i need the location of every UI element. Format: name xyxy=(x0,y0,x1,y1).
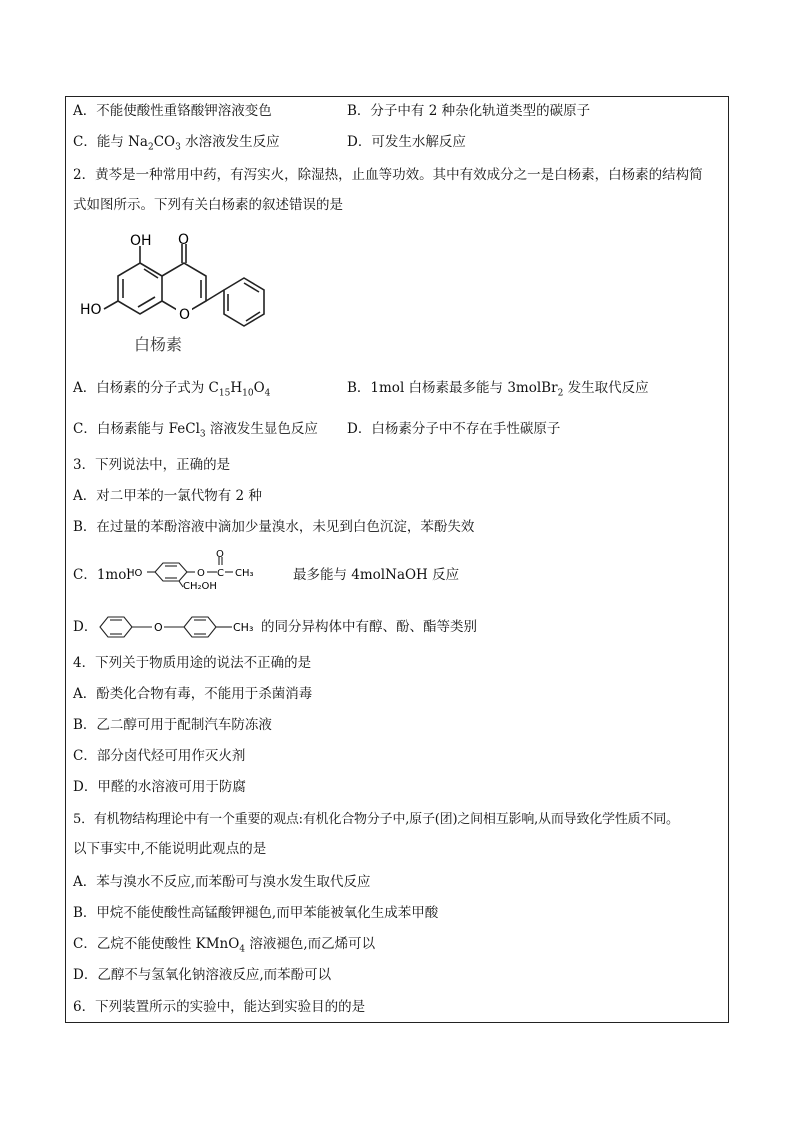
q3-option-a: A．对二甲苯的一氯代物有 2 种 xyxy=(73,488,262,504)
q5-option-b: B．甲烷不能使酸性高锰酸钾褪色,而甲苯能被氧化生成苯甲酸 xyxy=(73,905,439,921)
q2-option-b: B．1mol 白杨素最多能与 3molBr$_2$ 发生取代反应 xyxy=(347,380,649,399)
q5-option-d: D．乙醇不与氢氧化钠溶液反应,而苯酚可以 xyxy=(73,967,332,983)
q2-option-a: A．白杨素的分子式为 $C_{15}H_{10}O_4$ xyxy=(73,380,271,399)
q3-option-c-prefix: C．1mol xyxy=(73,567,131,583)
q2-option-d: D．白杨素分子中不存在手性碳原子 xyxy=(347,421,561,437)
chrysin-ho-label: HO xyxy=(80,302,102,318)
q5-option-a: A．苯与溴水不反应,而苯酚可与溴水发生取代反应 xyxy=(73,874,371,890)
q3c-ch2oh-label: CH₂OH xyxy=(183,581,217,589)
chrysin-ring-o-label: O xyxy=(179,307,191,323)
chrysin-oh-label: OH xyxy=(130,233,152,249)
q6-stem: 6．下列装置所示的实验中，能达到实验目的的是 xyxy=(73,999,366,1015)
q3-option-d-prefix: D． xyxy=(73,619,98,635)
q1-option-d: D．可发生水解反应 xyxy=(347,134,466,150)
q3-option-d-suffix: 的同分异构体中有醇、酚、酯等类别 xyxy=(261,619,477,635)
q3-option-b: B．在过量的苯酚溶液中滴加少量溴水，未见到白色沉淀，苯酚失效 xyxy=(73,519,475,535)
q3c-ho-label: HO xyxy=(127,568,143,579)
q2-stem-line1: 2．黄芩是一种常用中药，有泻实火，除湿热，止血等功效。其中有效成分之一是白杨素，白杨素的结构简 xyxy=(73,167,703,183)
q3c-ch3-label: CH₃ xyxy=(235,568,254,579)
q1-option-a: A．不能使酸性重铬酸钾溶液变色 xyxy=(73,103,272,119)
q5-stem-line1: 5．有机物结构理论中有一个重要的观点:有机化合物分子中,原子(团)之间相互影响,从而导致化学性质不同。 xyxy=(73,812,679,827)
q4-option-c: C．部分卤代烃可用作灭火剂 xyxy=(73,748,246,764)
q4-option-a: A．酚类化合物有毒，不能用于杀菌消毒 xyxy=(73,686,313,702)
q3c-carbon-label: C xyxy=(217,568,224,579)
chrysin-structure-figure xyxy=(78,228,268,363)
q3-option-c-structure xyxy=(127,549,297,589)
q3-option-d-structure xyxy=(96,612,261,642)
q2-option-c: C．白杨素能与 FeCl$_3$ 溶液发生显色反应 xyxy=(73,421,318,440)
q1-option-c: C．能与 $Na_2CO_3$ 水溶液发生反应 xyxy=(73,134,280,153)
q3c-carbonyl-o-label: O xyxy=(216,549,224,560)
q3d-ether-o-label: O xyxy=(154,621,163,634)
chrysin-caption: 白杨素 xyxy=(134,335,183,354)
q5-stem-line2: 以下事实中,不能说明此观点的是 xyxy=(73,841,267,857)
q2-stem-line2: 式如图所示。下列有关白杨素的叙述错误的是 xyxy=(73,197,343,213)
q4-option-b: B．乙二醇可用于配制汽车防冻液 xyxy=(73,717,272,733)
q3-stem: 3．下列说法中，正确的是 xyxy=(73,457,231,473)
q1-option-b: B．分子中有 2 种杂化轨道类型的碳原子 xyxy=(347,103,591,119)
q5-option-c: C．乙烷不能使酸性 KMnO$_4$ 溶液褪色,而乙烯可以 xyxy=(73,936,376,955)
chrysin-carbonyl-o-label: O xyxy=(178,232,190,248)
q3d-ch3-label: CH₃ xyxy=(233,621,254,634)
q3c-ester-o-label: O xyxy=(197,568,205,579)
q3-option-c-suffix: 最多能与 4molNaOH 反应 xyxy=(293,567,460,583)
q4-option-d: D．甲醛的水溶液可用于防腐 xyxy=(73,779,246,795)
q4-stem: 4．下列关于物质用途的说法不正确的是 xyxy=(73,655,312,671)
